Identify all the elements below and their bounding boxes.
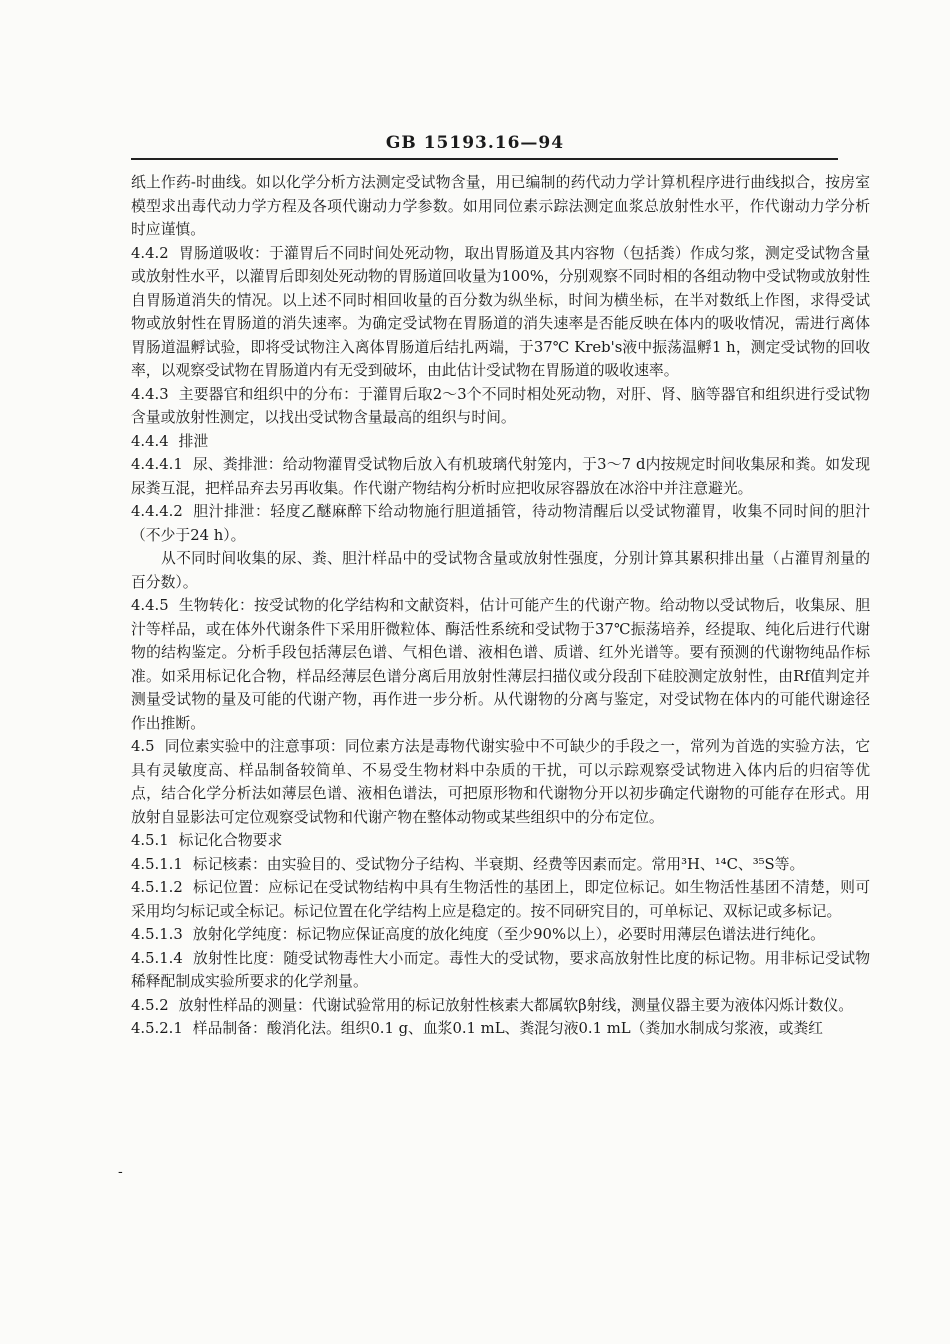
section-number: 4.4.5	[131, 597, 169, 614]
section-number: 4.4.4.1	[131, 456, 183, 473]
section-number: 4.5.1.3	[131, 926, 183, 943]
section-number: 4.5.1	[131, 832, 169, 849]
paragraph: 4.5.1.3 放射化学纯度：标记物应保证高度的放化纯度（至少90%以上），必要时用薄层色谱法进行纯化。	[131, 926, 825, 943]
paragraph: 4.5.1 标记化合物要求	[131, 832, 283, 849]
paragraph: 4.4.3 主要器官和组织中的分布：于灌胃后取2～3个不同时相处死动物，对肝、肾、脑等器官和组织进行受试物含量或放射性测定，以找出受试物含量最高的组织与时间。	[131, 385, 870, 426]
paragraph: 4.5.1.1 标记核素：由实验目的、受试物分子结构、半衰期、经费等因素而定。常用³H、¹⁴C、³⁵S等。	[131, 855, 805, 873]
section-number: 4.5.1.1	[131, 855, 183, 873]
paragraph: 纸上作药-时曲线。如以化学分析方法测定受试物含量，用已编制的药代动力学计算机程序进行曲线拟合，按房室模型求出毒代动力学方程及各项代谢动力学参数。如用同位素示踪法测定血浆总放射性水平，作代谢动力学分析时应谨慎。	[131, 174, 870, 238]
section-number: 4.5.1.4	[131, 949, 183, 967]
document-body	[131, 171, 870, 1041]
standard-code-header: GB 15193.16—94	[385, 133, 565, 153]
paragraph: 4.5.2.1 样品制备：酸消化法。组织0.1 g、血浆0.1 mL、粪混匀液0.1 mL（粪加水制成匀浆液，或粪红	[131, 1020, 823, 1037]
paragraph: 4.4.4 排泄	[131, 432, 209, 450]
section-number: 4.5.2	[131, 996, 169, 1014]
header-divider	[131, 158, 838, 160]
paragraph: 4.4.4.2 胆汁排泄：轻度乙醚麻醉下给动物施行胆道插管，待动物清醒后以受试物灌胃，收集不同时间的胆汁（不少于24 h）。	[131, 503, 870, 544]
paragraph: 从不同时间收集的尿、粪、胆汁样品中的受试物含量或放射性强度，分别计算其累积排出量（占灌胃剂量的百分数）。	[131, 550, 870, 591]
section-number: 4.4.2	[131, 244, 169, 262]
section-number: 4.5	[131, 738, 155, 755]
section-number: 4.4.4	[131, 432, 169, 450]
paragraph: 4.5 同位素实验中的注意事项：同位素方法是毒物代谢实验中不可缺少的手段之一，常列为首选的实验方法，它具有灵敏度高、样品制备较简单、不易受生物材料中杂质的干扰，可以示踪观察受试物进入体内后的归宿等优点，结合化学分析法如薄层色谱、液相色谱法，可把原形物和代谢物分开以初步确定代谢物的可能存在形式。用放射自显影法可定位观察受试物和代谢产物在整体动物或某些组织中的分布定位。	[131, 738, 870, 826]
section-number: 4.4.4.2	[131, 503, 183, 520]
paragraph: 4.4.4.1 尿、粪排泄：给动物灌胃受试物后放入有机玻璃代射笼内，于3～7 d内按规定时间收集尿和粪。如发现尿粪互混，把样品弃去另再收集。作代谢产物结构分析时应把收尿容器放在冰浴中并注意避光。	[131, 456, 870, 497]
section-number: 4.4.3	[131, 385, 169, 403]
paragraph: 4.4.5 生物转化：按受试物的化学结构和文献资料，估计可能产生的代谢产物。给动物以受试物后，收集尿、胆汁等样品，或在体外代谢条件下采用肝微粒体、酶活性系统和受试物于37℃振荡培养，经提取、纯化后进行代谢物的结构鉴定。分析手段包括薄层色谱、气相色谱、液相色谱、质谱、红外光谱等。要有预测的代谢物纯品作标准。如采用标记化合物，样品经薄层色谱分离后用放射性薄层扫描仪或分段刮下硅胶测定放射性，由Rf值判定并测量受试物的量及可能的代谢产物，再作进一步分析。从代谢物的分离与鉴定，对受试物在体内的可能代谢途径作出推断。	[131, 597, 870, 732]
paragraph: 4.5.1.4 放射性比度：随受试物毒性大小而定。毒性大的受试物，要求高放射性比度的标记物。用非标记受试物稀释配制成实验所要求的化学剂量。	[131, 949, 870, 990]
margin-mark: -	[118, 1164, 123, 1180]
paragraph: 4.5.1.2 标记位置：应标记在受试物结构中具有生物活性的基团上，即定位标记。如生物活性基团不清楚，则可采用均匀标记或全标记。标记位置在化学结构上应是稳定的。按不同研究目的，可单标记、双标记或多标记。	[131, 879, 870, 920]
section-number: 4.5.2.1	[131, 1020, 183, 1037]
paragraph: 4.5.2 放射性样品的测量：代谢试验常用的标记放射性核素大都属软β射线，测量仪器主要为液体闪烁计数仪。	[131, 996, 854, 1014]
paragraph: 4.4.2 胃肠道吸收：于灌胃后不同时间处死动物，取出胃肠道及其内容物（包括粪）作成匀浆，测定受试物含量或放射性水平，以灌胃后即刻处死动物的胃肠道回收量为100%，分别观察不同时相的各组动物中受试物或放射性自胃肠道消失的情况。以上述不同时相回收量的百分数为纵坐标，时间为横坐标，在半对数纸上作图，求得受试物或放射性在胃肠道的消失速率。为确定受试物在胃肠道的消失速率是否能反映在体内的吸收情况，需进行离体胃肠道温孵试验，即将受试物注入离体胃肠道后结扎两端，于37℃ Kreb's液中振荡温孵1 h，测定受试物的回收率，以观察受试物在胃肠道内有无受到破坏，由此估计受试物在胃肠道的吸收速率。	[131, 244, 870, 379]
section-number: 4.5.1.2	[131, 879, 183, 896]
